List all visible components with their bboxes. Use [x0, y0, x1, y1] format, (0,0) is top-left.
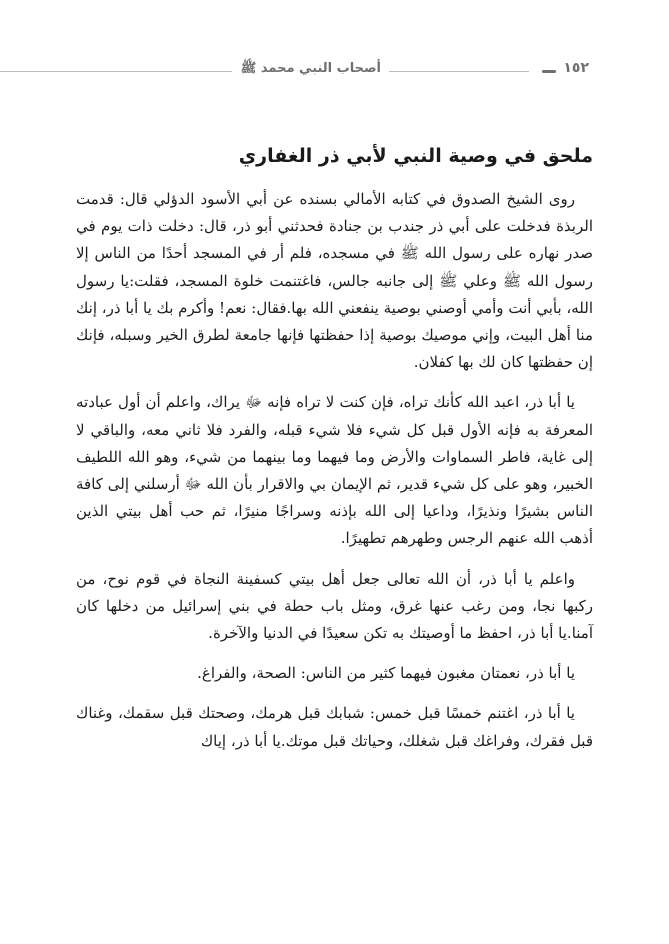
paragraph-5: يا أبا ذر، اغتنم خمسًا قبل خمس: شبابك قبل هرمك، وصحتك قبل سقمك، وغناك قبل فقرك، وفراغك قبل شغلك، وحياتك قبل موتك.يا أبا ذر، إياك — [76, 704, 593, 750]
paragraph-1: روى الشيخ الصدوق في كتابه الأمالي بسنده عن أبي الأسود الدؤلي قال: قدمت الربذة فدخلت على أبي ذر جندب بن جنادة فحدثني أبو ذر، قال: دخلت ذات يوم في صدر نهاره على رسول الله ﷺ في مسجده، فلم أر في المسجد أحدًا من الناس إلا رسول الله ﷺ وعلي ﷺ إلى جانبه جالس، فاغتنمت خلوة المسجد، فقلت:يا رسول الله، بأبي أنت وأمي أوصني بوصية ينفعني الله بها.فقال: نعم! وأكرم بك يا أبا ذر، إنك منا أهل البيت، وإني موصيك بوصية إذا حفظتها فإنها جامعة لطرق الخير وسبله، فإنك إن حفظتها كان لك بها كفلان. — [76, 190, 593, 372]
header-rule-left — [0, 71, 232, 72]
paragraph-4: يا أبا ذر، نعمتان مغبون فيهما كثير من الناس: الصحة، والفراغ. — [197, 664, 575, 683]
page-number: ١٥٢ — [563, 60, 589, 76]
section-heading: ملحق في وصية النبي لأبي ذر الغفاري — [238, 144, 593, 167]
running-header — [0, 58, 669, 86]
running-title: أصحاب النبي محمد ﷺ — [240, 61, 381, 76]
body-text — [76, 186, 593, 768]
paragraph-2: يا أبا ذر، اعبد الله كأنك تراه، فإن كنت لا تراه فإنه ﷻ يراك، واعلم أن أول عبادته المعرفة به فإنه الأول قبل كل شيء فلا شيء قبله، والفرد فلا ثاني معه، والباقي لا إلى غاية، فاطر السماوات والأرض وما فيهما وما بينهما من شيء، وهو الله اللطيف الخبير، وهو على كل شيء قدير، ثم الإيمان بي والاقرار بأن الله ﷻ أرسلني إلى كافة الناس بشيرًا ونذيرًا، وداعيا إلى الله بإذنه وسراجًا منيرًا، ثم حب أهل بيتي الذين أذهب الله عنهم الرجس وطهرهم تطهيرًا. — [76, 393, 593, 548]
header-rule-right — [389, 71, 529, 72]
header-dash-ornament — [542, 70, 556, 73]
paragraph-3: واعلم يا أبا ذر، أن الله تعالى جعل أهل بيتي كسفينة النجاة في قوم نوح، من ركبها نجا، ومن رغب عنها غرق، ومثل باب حطة في بني إسرائيل من دخلها كان آمنا.يا أبا ذر، احفظ ما أوصيتك به تكن سعيدًا في الدنيا والآخرة. — [76, 569, 593, 643]
